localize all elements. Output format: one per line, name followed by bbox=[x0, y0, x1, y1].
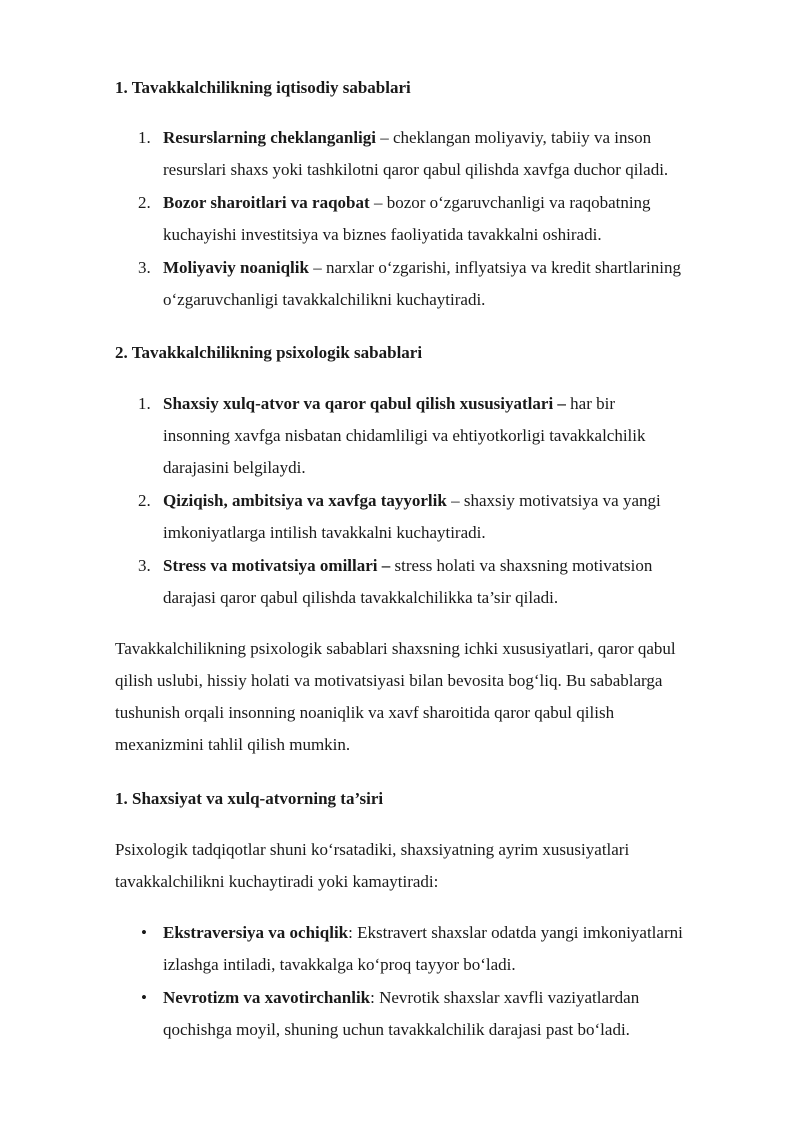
list-item-desc-cont: resurslari shaxs yoki tashkilotni qaror qabul qilishda xavfga duchor qiladi. bbox=[163, 160, 669, 179]
list-number: 3. bbox=[138, 556, 151, 575]
list-item-text bbox=[163, 122, 753, 186]
list-item-desc-cont: imkoniyatlarga intilish tavakkalni kuchaytiradi. bbox=[163, 523, 486, 542]
bullet-item-desc-cont: izlashga intiladi, tavakkalga ko‘proq tayyor bo‘ladi. bbox=[163, 955, 516, 974]
list-item-desc-cont: insonning xavfga nisbatan chidamliligi va ehtiyotkorligi tavakkalchilik bbox=[163, 426, 646, 445]
list-item-text bbox=[163, 550, 753, 614]
paragraph-line: Psixologik tadqiqotlar shuni ko‘rsatadiki, shaxsiyatning ayrim xususiyatlari bbox=[115, 840, 630, 859]
body-paragraph bbox=[115, 834, 755, 898]
list-item-text bbox=[163, 187, 753, 251]
list-number: 2. bbox=[138, 193, 151, 212]
bullet-dot: • bbox=[141, 988, 147, 1007]
list-item-desc: – narxlar o‘zgarishi, inflyatsiya va kredit shartlarining bbox=[308, 258, 681, 277]
list-item-desc-cont: darajasini belgilaydi. bbox=[163, 458, 306, 477]
list-item-text bbox=[163, 252, 753, 316]
list-item-desc-cont: o‘zgaruvchanligi tavakkalchilikni kuchaytiradi. bbox=[163, 290, 486, 309]
list-item-text bbox=[163, 485, 753, 549]
list-item-desc-cont: kuchayishi investitsiya va biznes faoliyatida tavakkalni oshiradi. bbox=[163, 225, 602, 244]
paragraph-line: tavakkalchilikni kuchaytiradi yoki kamaytiradi: bbox=[115, 872, 439, 891]
section-heading-economic: 1. Tavakkalchilikning iqtisodiy sabablari bbox=[115, 78, 411, 97]
list-item-term: Bozor sharoitlari va raqobat bbox=[163, 193, 370, 212]
list-number: 3. bbox=[138, 258, 151, 277]
list-item-desc: – bozor o‘zgaruvchanligi va raqobatning bbox=[369, 193, 651, 212]
paragraph-line: tushunish orqali insonning noaniqlik va xavf sharoitida qaror qabul qilish bbox=[115, 703, 615, 722]
list-item-term: Resurslarning cheklanganligi bbox=[163, 128, 377, 147]
section-heading-psychological: 2. Tavakkalchilikning psixologik sabablari bbox=[115, 343, 423, 362]
list-number: 1. bbox=[138, 394, 151, 413]
list-item-desc-cont: darajasi qaror qabul qilishda tavakkalchilikka ta’sir qiladi. bbox=[163, 588, 559, 607]
list-item-term: Qiziqish, ambitsiya va xavfga tayyorlik bbox=[163, 491, 447, 510]
paragraph-line: mexanizmini tahlil qilish mumkin. bbox=[115, 735, 351, 754]
bullet-item-text bbox=[163, 982, 753, 1046]
bullet-item-term: Nevrotizm va xavotirchanlik bbox=[163, 988, 371, 1007]
list-item-desc: – shaxsiy motivatsiya va yangi bbox=[446, 491, 661, 510]
body-paragraph bbox=[115, 633, 755, 761]
list-number: 2. bbox=[138, 491, 151, 510]
paragraph-line: Tavakkalchilikning psixologik sabablari shaxsning ichki xususiyatlari, qaror qabul bbox=[115, 639, 676, 658]
list-item-desc: stress holati va shaxsning motivatsion bbox=[390, 556, 653, 575]
bullet-item-desc: : Ekstravert shaxslar odatda yangi imkoniyatlarni bbox=[348, 923, 683, 942]
section-heading-personality: 1. Shaxsiyat va xulq-atvorning ta’siri bbox=[115, 789, 384, 808]
list-number: 1. bbox=[138, 128, 151, 147]
list-item-desc: – cheklangan moliyaviy, tabiiy va inson bbox=[376, 128, 652, 147]
list-item-desc: har bir bbox=[565, 394, 616, 413]
bullet-item-text bbox=[163, 917, 753, 981]
paragraph-line: qilish uslubi, hissiy holati va motivatsiyasi bilan bevosita bog‘liq. Bu sabablarga bbox=[115, 671, 663, 690]
list-item-term: Stress va motivatsiya omillari – bbox=[163, 556, 391, 575]
list-item-term: Moliyaviy noaniqlik bbox=[163, 258, 309, 277]
bullet-dot: • bbox=[141, 923, 147, 942]
list-item-term: Shaxsiy xulq-atvor va qaror qabul qilish xususiyatlari – bbox=[163, 394, 566, 413]
list-item-text bbox=[163, 388, 753, 484]
bullet-item-desc: : Nevrotik shaxslar xavfli vaziyatlardan bbox=[370, 988, 640, 1007]
bullet-item-term: Ekstraversiya va ochiqlik bbox=[163, 923, 349, 942]
bullet-item-desc-cont: qochishga moyil, shuning uchun tavakkalchilik darajasi past bo‘ladi. bbox=[163, 1020, 630, 1039]
